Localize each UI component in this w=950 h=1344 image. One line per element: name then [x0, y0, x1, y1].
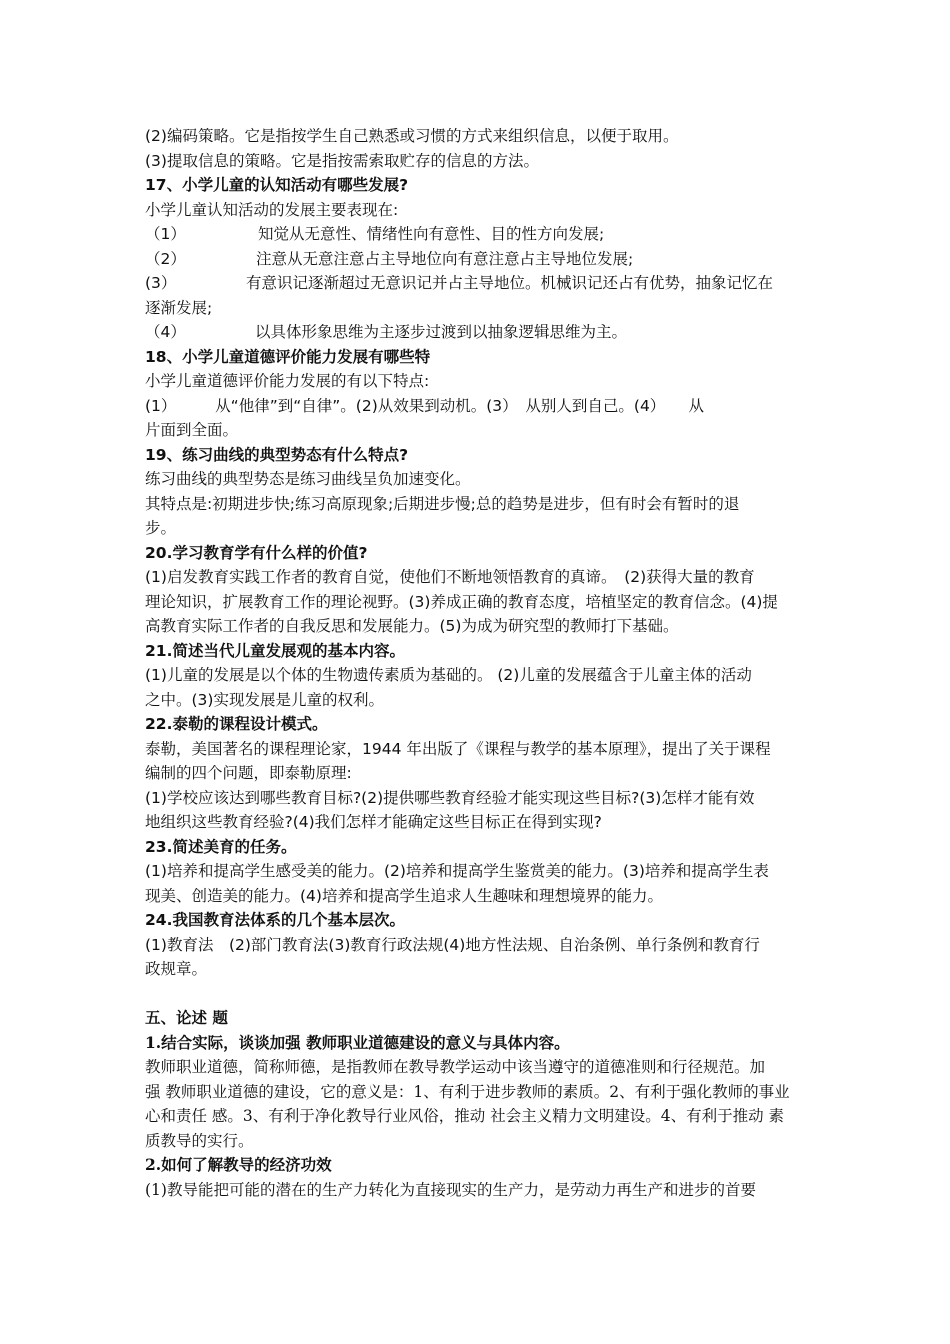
- question-heading-17: 17、小学儿童的认知活动有哪些发展?: [145, 176, 409, 194]
- essay-question-1: 1.结合实际，谈谈加强 教师职业道德建设的意义与具体内容。: [145, 1032, 570, 1052]
- list-item: [145, 271, 809, 296]
- question-heading-19: 19、练习曲线的典型势态有什么特点?: [145, 445, 409, 464]
- text-line: 片面到全面。: [145, 421, 239, 439]
- item-text: 以具体形象思维为主逐步过渡到以抽象逻辑思维为主。: [255, 323, 628, 341]
- text-line: (1)教导能把可能的潜在的生产力转化为直接现实的生产力，是劳动力再生产和进步的首要: [145, 1180, 756, 1199]
- text-line: 其特点是:初期进步快;练习高原现象;后期进步慢;总的趋势是进步，但有时会有暂时的退: [145, 494, 740, 513]
- question-heading-21: 21.简述当代儿童发展观的基本内容。: [145, 641, 405, 660]
- text-line: 教师职业道德，简称师德，是指教师在教导教学运动中该当遵守的道德准则和行径规范。加: [145, 1058, 766, 1076]
- question-heading-18: 18、小学儿童道德评价能力发展有哪些特: [145, 347, 431, 366]
- text-line: (3)提取信息的策略。它是指按需索取贮存的信息的方法。: [145, 151, 539, 170]
- question-heading-20: 20.学习教育学有什么样的价值?: [145, 543, 368, 562]
- text-line: (1)学校应该达到哪些教育目标?(2)提供哪些教育经验才能实现这些目标?(3)怎样才能有效: [145, 788, 755, 807]
- text-line: (2)编码策略。它是指按学生自己熟悉或习惯的方式来组织信息，以便于取用。: [145, 127, 679, 145]
- item-number: (3）: [145, 274, 177, 292]
- text-line: 之中。(3)实现发展是儿童的权利。: [145, 690, 384, 709]
- text-line: (1)培养和提高学生感受美的能力。(2)培养和提高学生鉴赏美的能力。(3)培养和提高学生表: [145, 862, 769, 880]
- text-line: 地组织这些教育经验?(4)我们怎样才能确定这些目标正在得到实现?: [145, 813, 602, 831]
- text-line: 小学儿童认知活动的发展主要表现在:: [145, 200, 399, 219]
- blank-line: [145, 982, 809, 1007]
- question-heading-24: 24.我国教育法体系的几个基本层次。: [145, 911, 405, 929]
- text-line: 强 教师职业道德的建设，它的意义是：1、有利于进步教师的素质。2、有利于强化教师的事业: [145, 1082, 790, 1101]
- text-line: 理论知识，扩展教育工作的理论视野。(3)养成正确的教育态度，培植坚定的教育信念。(4)提: [145, 592, 778, 611]
- list-item: [145, 320, 809, 345]
- text-line: (1)儿童的发展是以个体的生物遗传素质为基础的。 (2)儿童的发展蕴含于儿童主体的活动: [145, 666, 752, 684]
- text-line: 现美、创造美的能力。(4)培养和提高学生追求人生趣味和理想境界的能力。: [145, 886, 663, 905]
- text-line: (1） 从“他律”到“自律”。(2)从效果到动机。(3） 从别人到自己。(4） 从: [145, 396, 705, 415]
- item-text: 知觉从无意性、情绪性向有意性、目的性方向发展;: [258, 225, 605, 243]
- item-text: 有意识记逐渐超过无意识记并占主导地位。机械识记还占有优势，抽象记忆在: [246, 274, 774, 292]
- list-item: [145, 222, 809, 247]
- question-heading-22: 22.泰勒的课程设计模式。: [145, 715, 328, 733]
- text-line: (1)教育法 (2)部门教育法(3)教育行政法规(4)地方性法规、自治条例、单行条例和教育行: [145, 935, 760, 954]
- text-line: 质教导的实行。: [145, 1131, 254, 1150]
- text-line: 步。: [145, 519, 177, 537]
- text-line: 高教育实际工作者的自我反思和发展能力。(5)为成为研究型的教师打下基础。: [145, 617, 679, 635]
- text-line: 小学儿童道德评价能力发展的有以下特点:: [145, 372, 430, 390]
- item-text: 注意从无意注意占主导地位向有意注意占主导地位发展;: [256, 249, 634, 268]
- text-line: 政规章。: [145, 960, 208, 978]
- item-number: （2）: [145, 249, 186, 268]
- text-line: 逐渐发展;: [145, 298, 213, 317]
- text-line: 泰勒，美国著名的课程理论家，1944 年出版了《课程与教学的基本原理》，提出了关于课程: [145, 739, 771, 758]
- item-number: （1）: [145, 225, 186, 243]
- section-heading: 五、论述 题: [145, 1008, 228, 1027]
- text-line: 心和责任 感。3、有利于净化教导行业风俗，推动 社会主义精力文明建设。4、有利于推动 素: [145, 1107, 785, 1125]
- essay-question-2: 2.如何了解教导的经济功效: [145, 1155, 332, 1174]
- question-heading-23: 23.简述美育的任务。: [145, 837, 297, 856]
- text-line: 编制的四个问题，即泰勒原理:: [145, 764, 352, 782]
- document-page: [145, 124, 809, 1202]
- text-line: (1)启发教育实践工作者的教育自觉，使他们不断地领悟教育的真谛。 (2)获得大量的教育: [145, 568, 755, 586]
- text-line: 练习曲线的典型势态是练习曲线呈负加速变化。: [145, 470, 471, 488]
- item-number: （4）: [145, 323, 186, 341]
- list-item: [145, 247, 809, 272]
